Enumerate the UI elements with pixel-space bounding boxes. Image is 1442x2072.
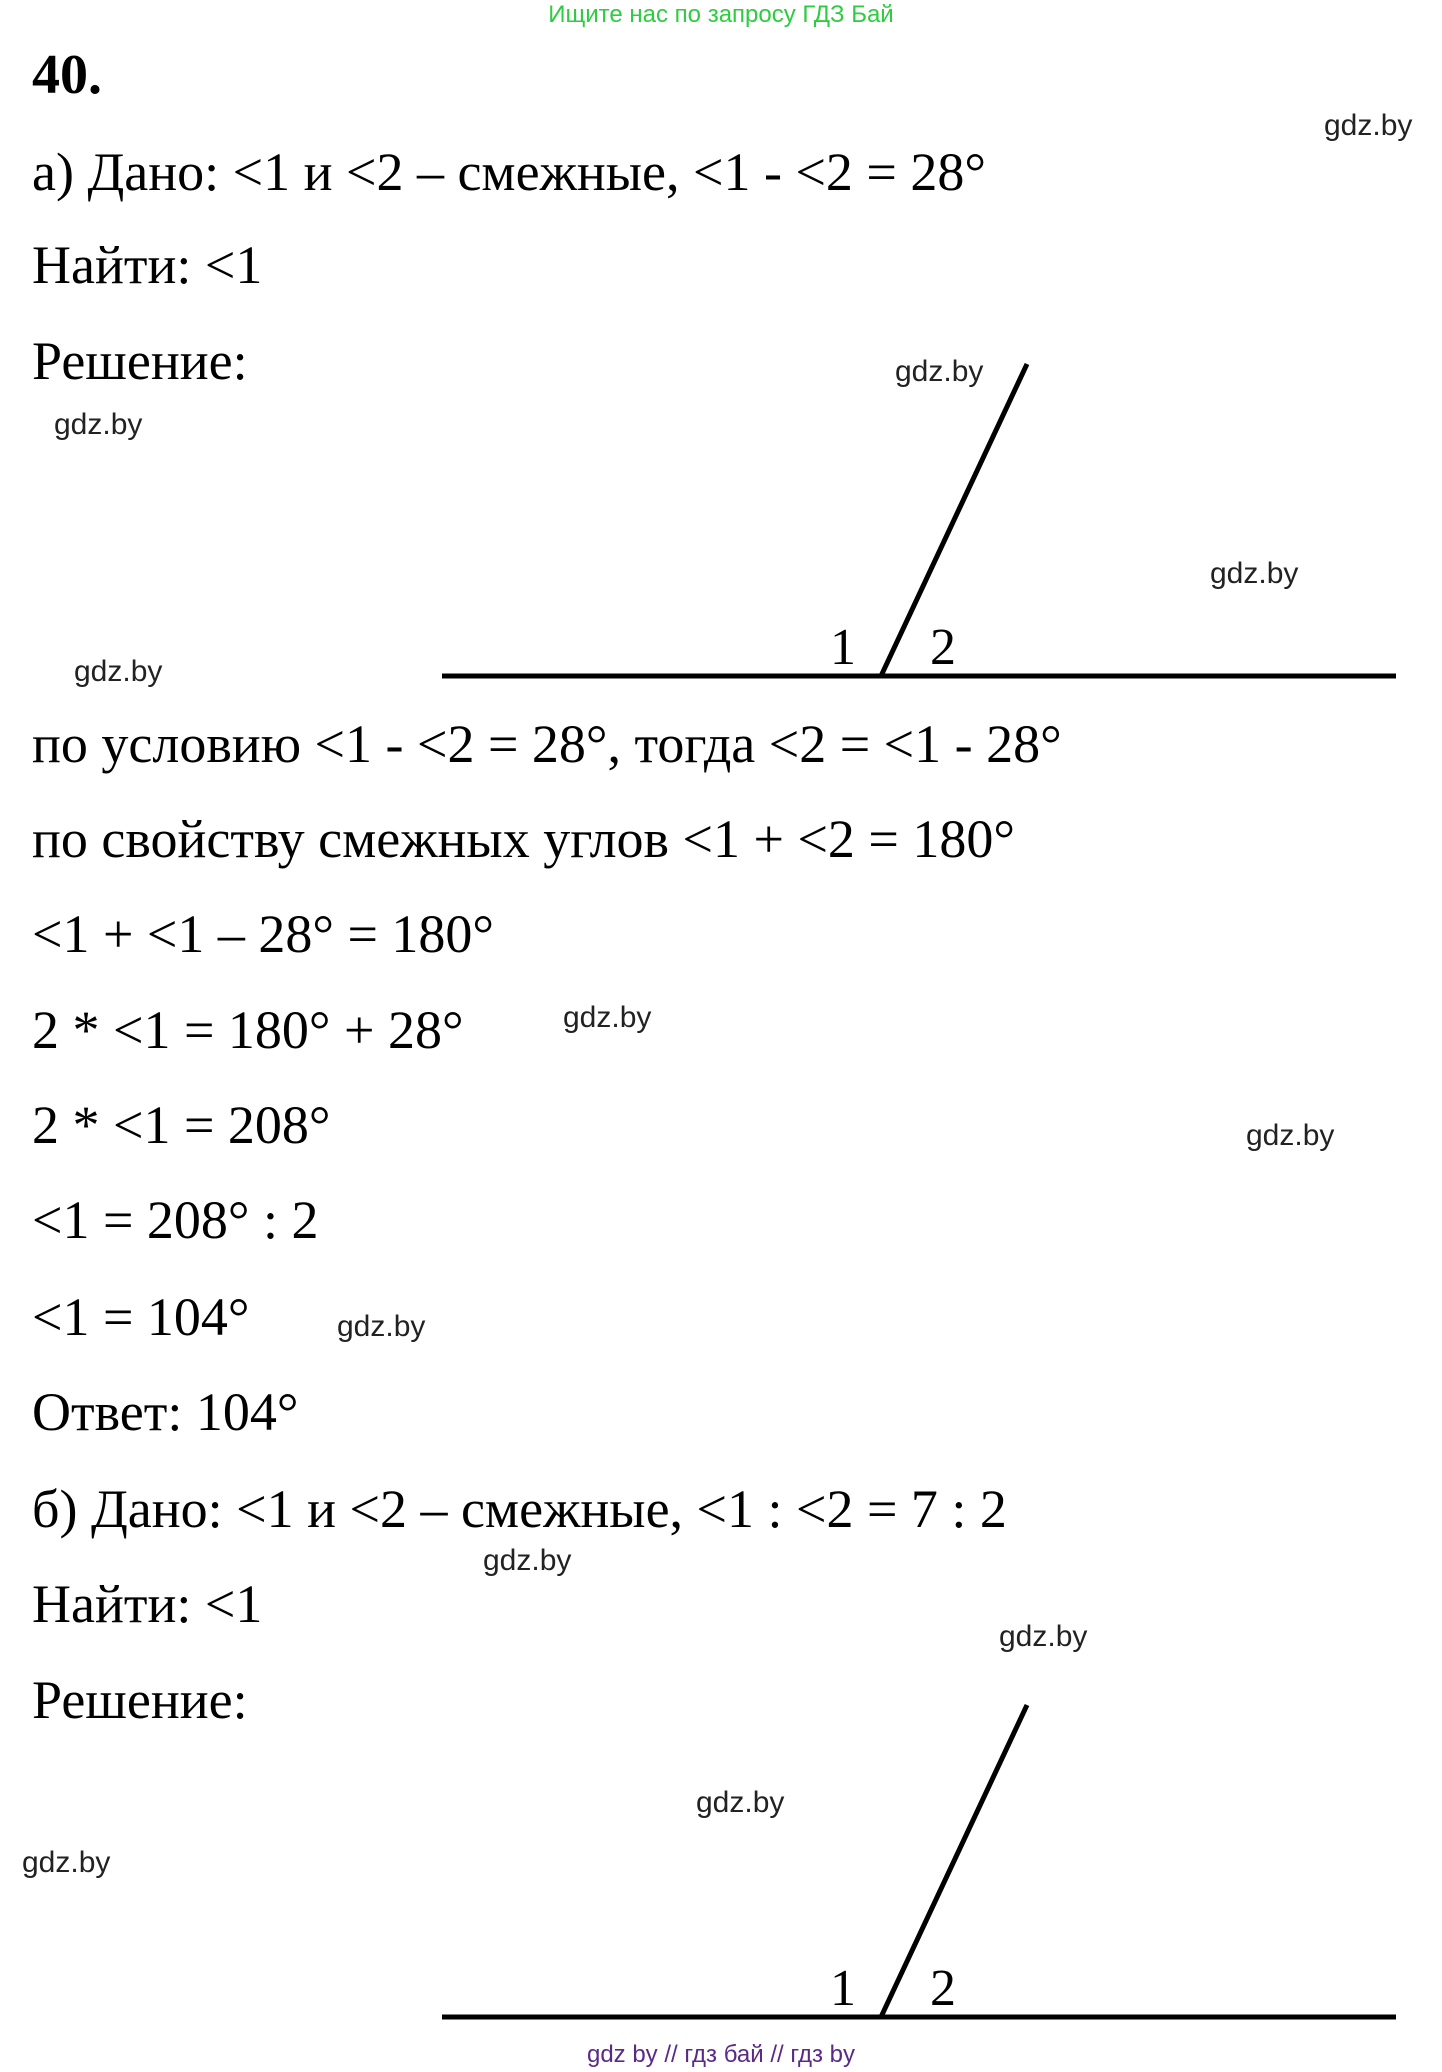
watermark: gdz.by: [1324, 109, 1413, 142]
part-b-angle-2-label: 2: [930, 1960, 956, 2017]
watermark: gdz.by: [895, 355, 984, 388]
part-a-adjacent-angles-figure: [0, 350, 1442, 690]
part-a-angle-2-label: 2: [930, 619, 956, 676]
part-b-solution-label: Решение:: [32, 1670, 248, 1730]
part-a-answer: Ответ: 104°: [32, 1382, 299, 1442]
watermark: gdz.by: [74, 655, 163, 688]
watermark: gdz.by: [696, 1786, 785, 1819]
watermark: gdz.by: [563, 1001, 652, 1034]
watermark: gdz.by: [54, 408, 143, 441]
watermark: gdz.by: [1246, 1119, 1335, 1152]
part-b-given: б) Дано: <1 и <2 – смежные, <1 : <2 = 7 : 2: [32, 1479, 1007, 1539]
part-a-step-7: <1 = 104°: [32, 1287, 250, 1347]
problem-number: 40.: [32, 44, 102, 106]
part-a-find: Найти: <1: [32, 235, 263, 295]
part-a-step-2: по свойству смежных углов <1 + <2 = 180°: [32, 809, 1015, 869]
part-a-solution-label: Решение:: [32, 331, 248, 391]
part-a-angle-1-label: 1: [830, 619, 856, 676]
part-a-step-5: 2 * <1 = 208°: [32, 1095, 331, 1155]
part-a-given: а) Дано: <1 и <2 – смежные, <1 - <2 = 28°: [32, 142, 986, 202]
watermark: gdz.by: [22, 1846, 111, 1879]
search-banner: Ищите нас по запросу ГДЗ Бай: [548, 1, 894, 28]
part-a-step-3: <1 + <1 – 28° = 180°: [32, 904, 495, 964]
watermark: gdz.by: [483, 1544, 572, 1577]
watermark: gdz.by: [337, 1310, 426, 1343]
part-b-adjacent-angles-figure: [0, 1690, 1442, 2030]
part-b-find: Найти: <1: [32, 1574, 263, 1634]
watermark: gdz.by: [999, 1620, 1088, 1653]
part-a-step-6: <1 = 208° : 2: [32, 1190, 319, 1250]
part-b-angle-1-label: 1: [830, 1960, 856, 2017]
footer-links: gdz by // гдз бай // гдз by: [586, 2041, 856, 2068]
part-a-step-4: 2 * <1 = 180° + 28°: [32, 1000, 464, 1060]
part-a-step-1: по условию <1 - <2 = 28°, тогда <2 = <1 - 28°: [32, 714, 1062, 774]
watermark: gdz.by: [1210, 557, 1299, 590]
